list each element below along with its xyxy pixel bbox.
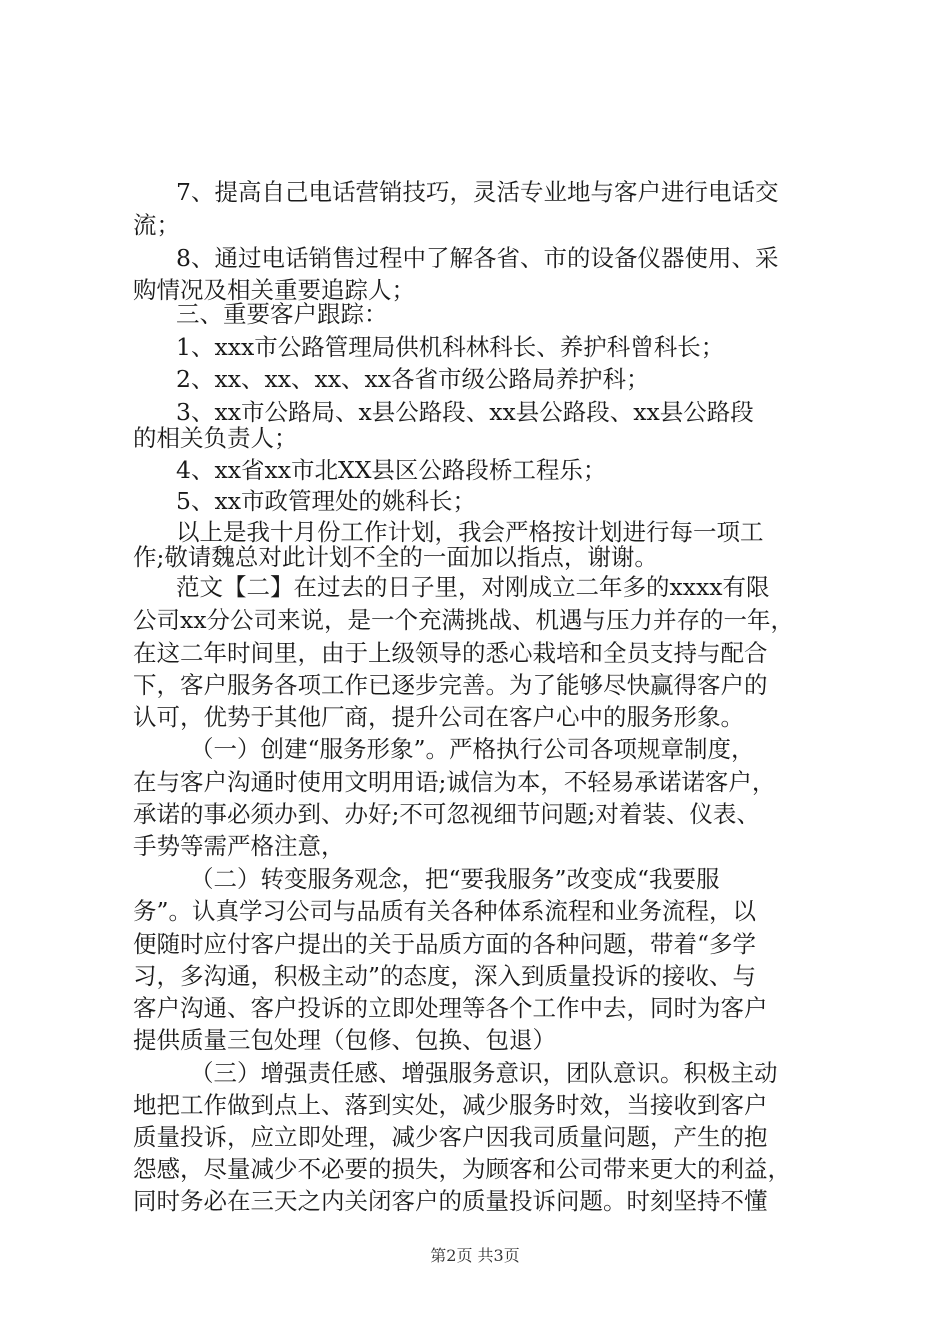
paragraph-line: 公司xx分公司来说，是一个充满挑战、机遇与压力并存的一年， [133,606,795,634]
paragraph-line: 认可，优势于其他厂商，提升公司在客户心中的服务形象。 [133,703,744,731]
list-item: 2、xx、xx、xx、xx各省市级公路局养护科； [176,365,650,393]
paragraph-line: 在这二年时间里，由于上级领导的悉心栽培和全员支持与配合 [133,639,768,667]
paragraph-line: 怨感，尽量减少不必要的损失，为顾客和公司带来更大的利益， [133,1155,791,1183]
paragraph-line: 购情况及相关重要追踪人； [133,276,415,304]
paragraph-line: 流； [133,211,180,239]
page-number-footer: 第2页 共3页 [430,1246,520,1265]
paragraph-line: 客户沟通、客户投诉的立即处理等各个工作中去，同时为客户 [133,994,768,1022]
paragraph-line: 务”。认真学习公司与品质有关各种体系流程和业务流程，以 [133,897,757,925]
paragraph-line: 范文【二】在过去的日子里，对刚成立二年多的xxxx有限 [176,573,770,601]
paragraph-line: 的相关负责人； [133,424,298,452]
list-item: 1、xxx市公路管理局供机科林科长、养护科曾科长； [176,333,725,361]
list-item: 3、xx市公路局、x县公路段、xx县公路段、xx县公路段 [176,398,754,426]
paragraph-line: 8、通过电话销售过程中了解各省、市的设备仪器使用、采 [176,244,779,272]
paragraph-line: 提供质量三包处理（包修、包换、包退） [133,1026,556,1054]
paragraph-line: 地把工作做到点上、落到实处，减少服务时效，当接收到客户 [133,1091,768,1119]
paragraph-line: （一）创建“服务形象”。严格执行公司各项规章制度， [190,735,755,763]
list-item: 5、xx市政管理处的姚科长； [176,487,476,515]
paragraph-line: 手势等需严格注意， [133,832,345,860]
paragraph-line: 承诺的事必须办到、办好;不可忽视细节问题;对着装、仪表、 [133,800,760,828]
paragraph-line: 习，多沟通，积极主动”的态度，深入到质量投诉的接收、与 [133,962,757,990]
paragraph-line: 质量投诉，应立即处理，减少客户因我司质量问题，产生的抱 [133,1123,768,1151]
paragraph-line: 以上是我十月份工作计划，我会严格按计划进行每一项工 [176,518,764,546]
paragraph-line: 作;敬请魏总对此计划不全的一面加以指点，谢谢。 [133,543,658,571]
paragraph-line: 7、提高自己电话营销技巧，灵活专业地与客户进行电话交 [176,178,779,206]
section-heading: 三、重要客户跟踪： [176,300,388,328]
list-item: 4、xx省xx市北XX县区公路段桥工程乐； [176,456,607,484]
paragraph-line: 便随时应付客户提出的关于品质方面的各种问题，带着“多学 [133,930,757,958]
paragraph-line: （二）转变服务观念，把“要我服务”改变成“我要服 [190,865,720,893]
paragraph-line: （三）增强责任感、增强服务意识，团队意识。积极主动 [190,1059,778,1087]
paragraph-line: 下，客户服务各项工作已逐步完善。为了能够尽快赢得客户的 [133,671,768,699]
paragraph-line: 同时务必在三天之内关闭客户的质量投诉问题。时刻坚持不懂 [133,1187,768,1215]
paragraph-line: 在与客户沟通时使用文明用语;诚信为本，不轻易承诺诺客户， [133,768,776,796]
